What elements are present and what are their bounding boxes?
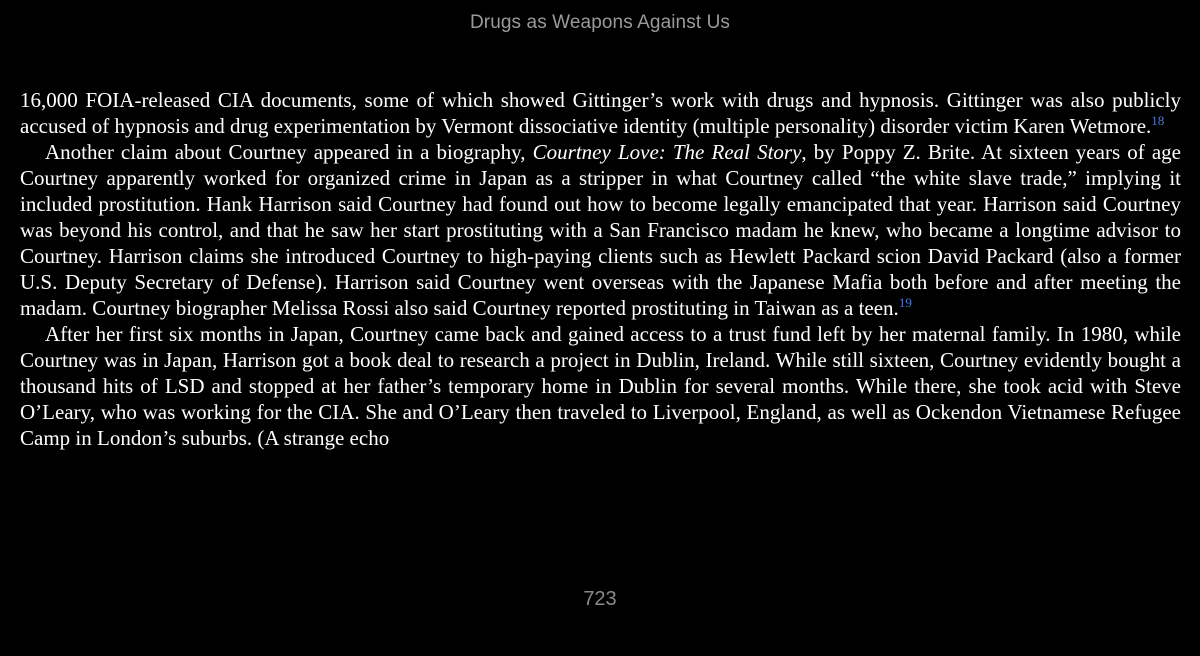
paragraph-3-text: After her first six months in Japan, Courtney came back and gained access to a trust fund left by her maternal family. In 1980, while Courtney was in Japan, Harrison got a book deal to research a project in Dublin, Ireland. While still sixteen, Courtney evidently bought a thousand hits of LSD and stopped at her father’s temporary home in Dublin for several months. While there, she took acid with Steve O’Leary, who was working for the CIA. She and O’Leary then traveled to Liverpool, England, as well as Ockendon Vietnamese Refugee Camp in London’s suburbs. (A strange echo	[20, 322, 1181, 450]
paragraph-1-text: 16,000 FOIA-released CIA documents, some of which showed Gittinger’s work with drugs and hypnosis. Gittinger was also publicly accused of hypnosis and drug experimentation by Vermont dissociative identity (multiple personality) disorder victim Karen Wetmore.	[20, 88, 1181, 138]
paragraph-2-text-after: , by Poppy Z. Brite. At sixteen years of age Courtney apparently worked for organized crime in Japan as a stripper in what Courtney called “the white slave trade,” implying it included prostitution. Hank Harrison said Courtney had found out how to become legally emancipated that year. Harrison said Courtney was beyond his control, and that he saw her start prostituting with a San Francisco madam he knew, who became a longtime advisor to Courtney. Harrison claims she introduced Courtney to high-paying clients such as Hewlett Packard scion David Packard (also a former U.S. Deputy Secretary of Defense). Harrison said Courtney went overseas with the Japanese Mafia both before and after meeting the madam. Courtney biographer Melissa Rossi also said Courtney reported prostituting in Taiwan as a teen.	[20, 140, 1181, 320]
chapter-title: Drugs as Weapons Against Us	[469, 12, 731, 33]
footnote-link-18[interactable]: 18	[1151, 113, 1165, 128]
paragraph-2	[20, 139, 1181, 321]
book-title: Courtney Love: The Real Story	[532, 140, 802, 164]
footnote-link-19[interactable]: 19	[898, 295, 912, 310]
paragraph-1	[20, 87, 1181, 139]
paragraph-3	[20, 321, 1181, 451]
page-body	[20, 87, 1181, 451]
paragraph-2-text-before: Another claim about Courtney appeared in a biography,	[45, 140, 533, 164]
page-number: 723	[583, 588, 617, 610]
